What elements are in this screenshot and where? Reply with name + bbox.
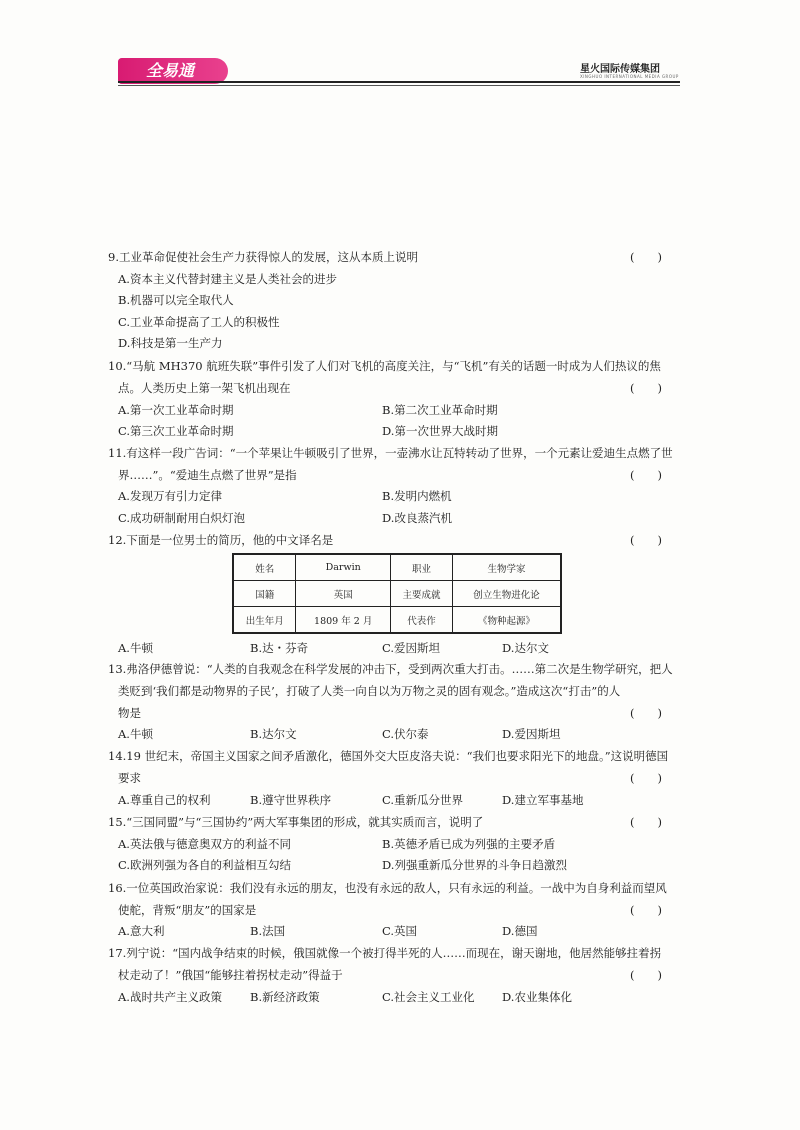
brand-subtitle: XINGHUO INTERNATIONAL MEDIA GROUP (580, 74, 679, 79)
answer-blank-12: ( ) (630, 533, 662, 547)
answer-blank-15: ( ) (630, 815, 662, 829)
table-cell: 《物种起源》 (453, 607, 561, 634)
question-11-stem-2: 界……”。“爱迪生点燃了世界”是指 (118, 468, 297, 482)
question-10-stem-1: 10.“马航 MH370 航班失联”事件引发了人们对飞机的高度关注，与“飞机”有关的话题一时成为人们热议的焦 (108, 359, 661, 373)
q12-option-c: C.爱因斯坦 (382, 641, 441, 655)
table-cell: 英国 (296, 581, 390, 607)
q17-option-a: A.战时共产主义政策 (118, 990, 222, 1004)
question-17-stem-2: 杖走动了！”俄国“能够拄着拐杖走动”得益于 (118, 968, 343, 982)
q16-option-a: A.意大利 (118, 924, 165, 938)
q11-option-a: A.发现万有引力定律 (118, 489, 222, 503)
q12-option-d: D.达尔文 (502, 641, 549, 655)
q12-option-b: B.达・芬奇 (250, 641, 309, 655)
answer-blank-17: ( ) (630, 968, 662, 982)
table-cell: 主要成就 (390, 581, 452, 607)
table-cell: 代表作 (390, 607, 452, 634)
q17-option-b: B.新经济政策 (250, 990, 320, 1004)
q10-option-c: C.第三次工业革命时期 (118, 424, 234, 438)
q13-option-d: D.爱因斯坦 (502, 727, 561, 741)
q12-option-a: A.牛顿 (118, 641, 153, 655)
table-cell: 职业 (390, 554, 452, 581)
q9-option-c: C.工业革命提高了工人的积极性 (118, 315, 280, 329)
question-15-stem: 15.“三国同盟”与“三国协约”两大军事集团的形成，就其实质而言，说明了 (108, 815, 484, 829)
q16-option-b: B.法国 (250, 924, 286, 938)
header-rule (118, 81, 680, 83)
question-13-stem-3: 物是 (118, 706, 141, 720)
q9-option-a: A.资本主义代替封建主义是人类社会的进步 (118, 272, 337, 286)
table-cell: 姓名 (233, 554, 296, 581)
q13-option-c: C.伏尔泰 (382, 727, 429, 741)
table-row (233, 554, 561, 581)
table-cell: 国籍 (233, 581, 296, 607)
q11-option-d: D.改良蒸汽机 (382, 511, 452, 525)
question-13-stem-1: 13.弗洛伊德曾说：“人类的自我观念在科学发展的冲击下，受到两次重大打击。……第二次是生物学研究，把人 (108, 662, 673, 676)
q14-option-c: C.重新瓜分世界 (382, 793, 464, 807)
q11-option-c: C.成功研制耐用白炽灯泡 (118, 511, 246, 525)
q17-option-d: D.农业集体化 (502, 990, 572, 1004)
question-9-stem: 9.工业革命促使社会生产力获得惊人的发展，这从本质上说明 (108, 250, 418, 264)
q14-option-b: B.遵守世界秩序 (250, 793, 332, 807)
table-row (233, 607, 561, 634)
answer-blank-9: ( ) (630, 250, 662, 264)
question-12-stem: 12.下面是一位男士的简历，他的中文译名是 (108, 533, 334, 547)
resume-table (232, 553, 562, 634)
q16-option-d: D.德国 (502, 924, 538, 938)
table-cell: 生物学家 (453, 554, 561, 581)
q10-option-a: A.第一次工业革命时期 (118, 403, 234, 417)
table-cell: 出生年月 (233, 607, 296, 634)
question-16-stem-2: 使舵，背叛“朋友”的国家是 (118, 903, 257, 917)
q17-option-c: C.社会主义工业化 (382, 990, 475, 1004)
question-14-stem-1: 14.19 世纪末，帝国主义国家之间矛盾激化，德国外交大臣皮洛夫说：“我们也要求阳光下的地盘。”这说明德国 (108, 749, 669, 763)
q15-option-b: B.英德矛盾已成为列强的主要矛盾 (382, 837, 556, 851)
q13-option-b: B.达尔文 (250, 727, 297, 741)
q9-option-b: B.机器可以完全取代人 (118, 293, 234, 307)
answer-blank-10: ( ) (630, 381, 662, 395)
question-11-stem-1: 11.有这样一段广告词：“一个苹果让牛顿吸引了世界，一壶沸水让瓦特转动了世界，一个元素让爱迪生点燃了世 (108, 446, 673, 460)
q14-option-d: D.建立军事基地 (502, 793, 584, 807)
q11-option-b: B.发明内燃机 (382, 489, 452, 503)
answer-blank-14: ( ) (630, 771, 662, 785)
table-cell: 1809 年 2 月 (296, 607, 390, 634)
q15-option-d: D.列强重新瓜分世界的斗争日趋激烈 (382, 858, 567, 872)
q10-option-b: B.第二次工业革命时期 (382, 403, 498, 417)
question-10-stem-2: 点。人类历史上第一架飞机出现在 (118, 381, 291, 395)
q9-option-d: D.科技是第一生产力 (118, 336, 223, 350)
q15-option-c: C.欧洲列强为各自的利益相互勾结 (118, 858, 292, 872)
brand-name: 星火国际传媒集团 (580, 64, 660, 75)
brand-logo: 全易通 (118, 58, 228, 84)
table-row (233, 581, 561, 607)
question-13-stem-2: 类贬到‘我们都是动物界的子民’，打破了人类一向自以为万物之灵的固有观念。”造成这次“打击”的人 (118, 684, 621, 698)
answer-blank-11: ( ) (630, 468, 662, 482)
table-cell: Darwin (296, 554, 390, 581)
q14-option-a: A.尊重自己的权利 (118, 793, 211, 807)
q10-option-d: D.第一次世界大战时期 (382, 424, 498, 438)
question-14-stem-2: 要求 (118, 771, 141, 785)
answer-blank-13: ( ) (630, 706, 662, 720)
q16-option-c: C.英国 (382, 924, 418, 938)
header-rule-thin (118, 85, 680, 86)
question-16-stem-1: 16.一位英国政治家说：我们没有永远的朋友，也没有永远的敌人，只有永远的利益。一战中为自身利益而望风 (108, 881, 667, 895)
answer-blank-16: ( ) (630, 903, 662, 917)
question-17-stem-1: 17.列宁说：“国内战争结束的时候，俄国就像一个被打得半死的人……而现在，谢天谢地，他居然能够拄着拐 (108, 946, 662, 960)
q15-option-a: A.英法俄与德意奥双方的利益不同 (118, 837, 291, 851)
q13-option-a: A.牛顿 (118, 727, 153, 741)
table-cell: 创立生物进化论 (453, 581, 561, 607)
